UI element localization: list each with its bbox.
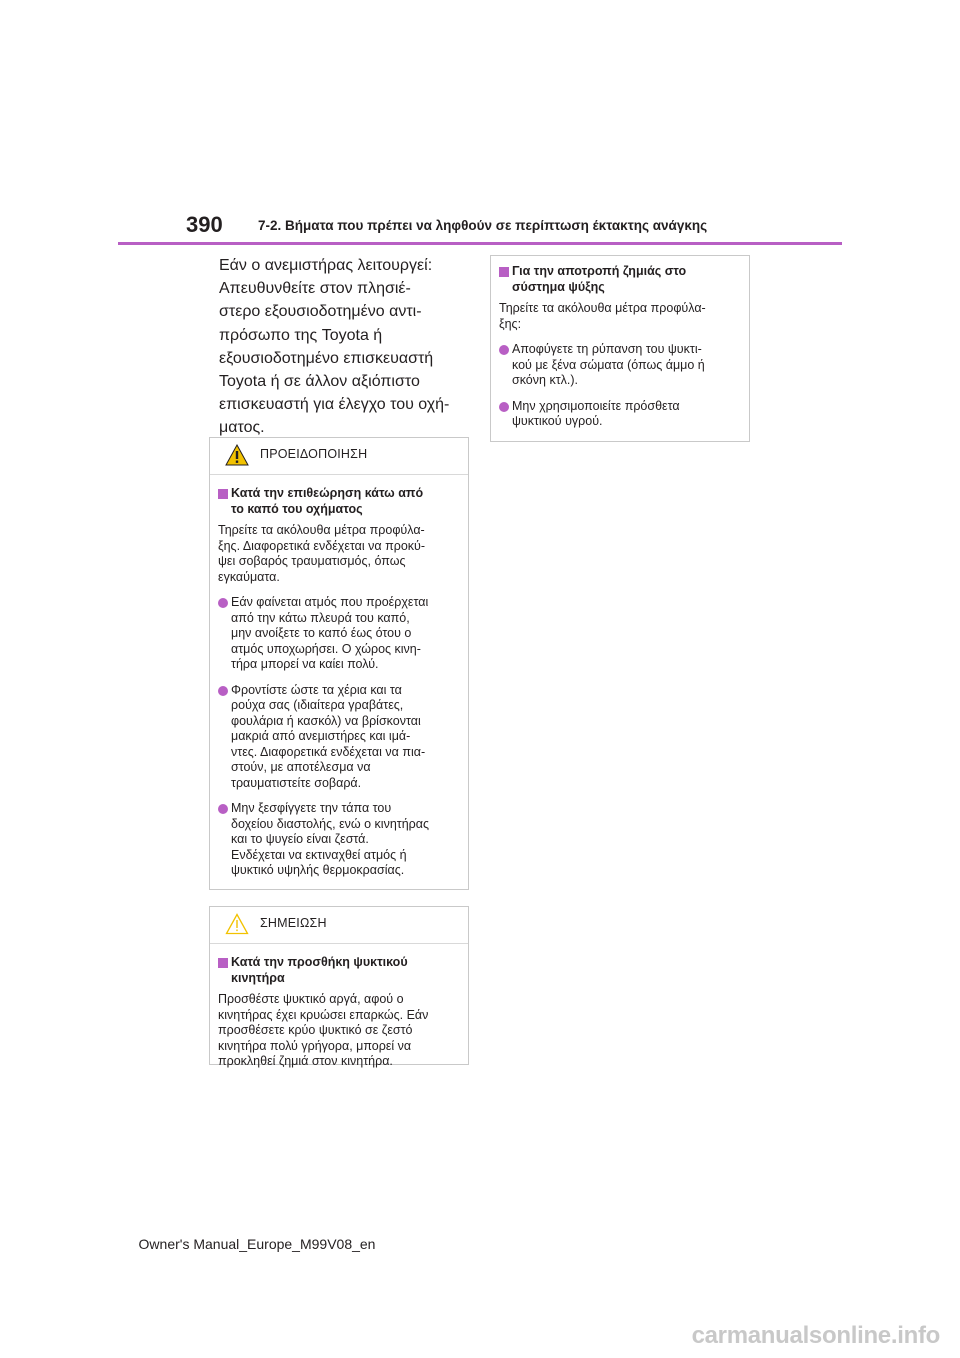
notice-triangle-icon [225, 913, 249, 935]
section-title-line: κινητήρα [231, 970, 285, 985]
warning-paragraph [218, 523, 460, 585]
bullet-line: Αποφύγετε τη ρύπανση του ψυκτι- [512, 342, 702, 356]
cooling-bullet-contamination [499, 342, 741, 389]
bullet-line: μακριά από ανεμιστήρες και ιμά- [231, 729, 411, 743]
notice-box-header [210, 907, 468, 944]
notice-box [209, 906, 469, 1068]
section-title-line: Κατά την προσθήκη ψυκτικού [231, 955, 408, 969]
section-title-line: το καπό του οχήματος [231, 501, 363, 516]
bullet-line: τραυματιστείτε σοβαρά. [231, 775, 362, 790]
bullet-line: και το ψυγείο είναι ζεστά. [231, 832, 369, 846]
paragraph-line: εγκαύματα. [218, 569, 280, 584]
bullet-dot-icon [218, 686, 228, 696]
warning-box-title: ΠΡΟΕΙΔΟΠΟΙΗΣΗ [260, 447, 368, 461]
bullet-line: από την κάτω πλευρά του καπό, [231, 610, 410, 625]
paragraph-line: ξης: [499, 316, 522, 331]
bullet-line: ψυκτικού υγρού. [512, 414, 603, 428]
warning-section-title [218, 486, 460, 517]
bullet-line: φουλάρια ή κασκόλ) να βρίσκονται [231, 713, 421, 728]
bullet-line: δοχείου διαστολής, ενώ ο κινητήρας [231, 816, 430, 831]
bullet-line: ατμός υποχωρήσει. Ο χώρος κινη- [231, 641, 421, 656]
intro-line: πρόσωπο της Toyota ή [219, 326, 383, 344]
bullet-line: Φροντίστε ώστε τα χέρια και τα [231, 682, 402, 697]
paragraph-line: προσθέσετε κρύο ψυκτικό σε ζεστό [218, 1023, 413, 1037]
paragraph-line: Τηρείτε τα ακόλουθα μέτρα προφύλα- [218, 523, 425, 537]
bullet-line: ντες. Διαφορετικά ενδέχεται να πια- [231, 744, 426, 759]
paragraph-line: Προσθέστε ψυκτικό αργά, αφού ο [218, 992, 404, 1006]
intro-line: Toyota ή σε άλλον αξιόπιστο [219, 373, 420, 391]
bullet-line: Μην ξεσφίγγετε την τάπα του [231, 801, 392, 815]
warning-box [209, 437, 469, 890]
warning-bullet-cap [218, 801, 460, 879]
paragraph-line: ψει σοβαρός τραυματισμός, όπως [218, 554, 406, 568]
intro-line: ματος. [219, 419, 265, 437]
intro-line: Απευθυνθείτε στον πλησιέ- [219, 280, 411, 298]
warning-triangle-icon [225, 444, 249, 466]
cooling-paragraph [499, 301, 741, 332]
bullet-dot-icon [218, 804, 228, 814]
intro-line: εξουσιοδοτημένο επισκευαστή [219, 349, 434, 367]
section-square-icon [218, 958, 228, 968]
paragraph-line: ξης. Διαφορετικά ενδέχεται να προκύ- [218, 538, 426, 553]
warning-box-header [210, 438, 468, 475]
cooling-system-box [490, 255, 750, 442]
warning-bullet-steam [218, 595, 460, 673]
bullet-line: τήρα μπορεί να καίει πολύ. [231, 657, 379, 671]
bullet-line: ρούχα σας (ιδιαίτερα γραβάτες, [231, 698, 404, 712]
bullet-line: Μην χρησιμοποιείτε πρόσθετα [512, 398, 680, 413]
bullet-dot-icon [218, 598, 228, 608]
page-number: 390 [186, 212, 223, 237]
chapter-title: 7-2. Βήματα που πρέπει να ληφθούν σε περίπτωση έκτακτης ανάγκης [258, 218, 708, 233]
watermark[interactable]: carmanualsonline.info [691, 1322, 940, 1349]
section-title-line: Κατά την επιθεώρηση κάτω από [231, 486, 424, 500]
notice-paragraph [218, 992, 460, 1070]
paragraph-line: προκληθεί ζημιά στον κινητήρα. [218, 1054, 393, 1068]
cooling-bullet-additives [499, 399, 741, 430]
intro-line: επισκευαστή για έλεγχο του οχή- [219, 396, 450, 414]
manual-id: Owner's Manual_Europe_M99V08_en [138, 1236, 376, 1252]
header-divider [118, 242, 842, 245]
bullet-line: ψυκτικό υψηλής θερμοκρασίας. [231, 863, 405, 877]
section-title-line: σύστημα ψύξης [512, 279, 605, 294]
intro-line: Εάν ο ανεμιστήρας λειτουργεί: [219, 257, 433, 274]
paragraph-line: Τηρείτε τα ακόλουθα μέτρα προφύλα- [499, 301, 706, 315]
paragraph-line: κινητήρας έχει κρυώσει επαρκώς. Εάν [218, 1007, 429, 1022]
notice-section-title [218, 955, 460, 986]
notice-box-title: ΣΗΜΕΙΩΣΗ [260, 916, 327, 930]
bullet-line: μην ανοίξετε το καπό έως ότου ο [231, 626, 412, 640]
warning-bullet-clothing [218, 683, 460, 792]
section-square-icon [499, 267, 509, 277]
paragraph-line: κινητήρα πολύ γρήγορα, μπορεί να [218, 1038, 412, 1053]
bullet-line: στούν, με αποτέλεσμα να [231, 760, 371, 774]
cooling-section-title [499, 264, 741, 295]
bullet-line: κού με ξένα σώματα (όπως άμμο ή [512, 357, 705, 372]
intro-line: στερο εξουσιοδοτημένο αντι- [219, 303, 422, 321]
section-square-icon [218, 489, 228, 499]
section-title-line: Για την αποτροπή ζημιάς στο [512, 264, 687, 278]
bullet-dot-icon [499, 402, 509, 412]
intro-paragraph [219, 254, 471, 440]
bullet-line: Εάν φαίνεται ατμός που προέρχεται [231, 595, 429, 609]
bullet-line: Ενδέχεται να εκτιναχθεί ατμός ή [231, 847, 407, 862]
bullet-line: σκόνη κτλ.). [512, 373, 578, 387]
footer [0, 1236, 960, 1252]
bullet-dot-icon [499, 345, 509, 355]
